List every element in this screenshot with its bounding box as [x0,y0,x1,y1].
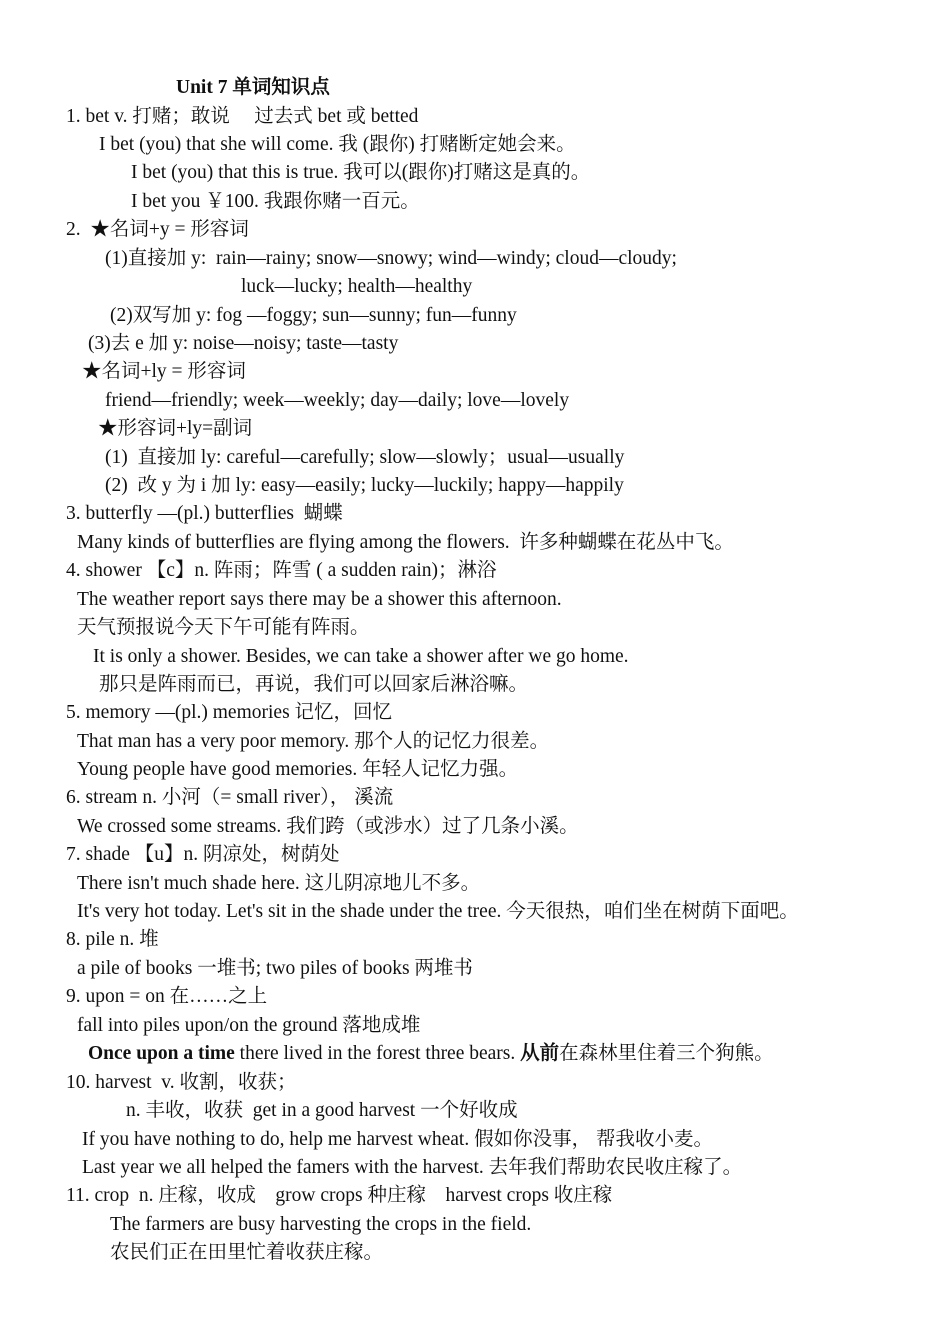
item-11-heading: 11. crop n. 庄稼，收成 grow crops 种庄稼 harvest crops 收庄稼 [66,1185,613,1206]
translation-line: 农民们正在田里忙着收获庄稼。 [110,1242,384,1263]
page-title: Unit 7 单词知识点 [176,77,330,98]
phrase-bold: Once upon a time [88,1043,235,1064]
rule-line: luck—lucky; health—healthy [241,276,473,297]
rule-line: (1)直接加 y: rain—rainy; snow—snowy; wind—windy; cloud—cloudy; [105,248,677,269]
item-1-heading: 1. bet v. 打赌；敢说 过去式 bet 或 betted [66,106,419,127]
example-line: I bet (you) that this is true. 我可以(跟你)打赌这是真的。 [131,162,591,183]
example-line: There isn't much shade here. 这儿阴凉地儿不多。 [77,873,481,894]
example-line: It is only a shower. Besides, we can take a shower after we go home. [93,646,629,667]
definition-line: n. 丰收，收获 get in a good harvest 一个好收成 [126,1100,518,1121]
rule-line: (1) 直接加 ly: careful—carefully; slow—slowly；usual—usually [105,447,625,468]
example-line: It's very hot today. Let's sit in the shade under the tree. 今天很热，咱们坐在树荫下面吧。 [77,901,799,922]
example-line: The farmers are busy harvesting the crops in the field. [110,1214,532,1235]
example-line: a pile of books 一堆书; two piles of books 两堆书 [77,958,473,979]
item-3-heading: 3. butterfly —(pl.) butterflies 蝴蝶 [66,503,343,524]
rule-line: (3)去 e 加 y: noise—noisy; taste—tasty [88,333,399,354]
rule-line: friend—friendly; week—weekly; day—daily; love—lovely [105,390,570,411]
rule-heading: ★形容词+ly=副词 [98,418,253,439]
phrase-text: there lived in the forest three bears. [234,1043,521,1064]
example-line: Last year we all helped the famers with the harvest. 去年我们帮助农民收庄稼了。 [82,1157,743,1178]
phrase-bold-cn: 从前 [520,1043,560,1064]
example-line: Young people have good memories. 年轻人记忆力强。 [77,759,519,780]
item-7-heading: 7. shade 【u】n. 阴凉处，树荫处 [66,844,340,865]
phrase-text-cn: 在森林里住着三个狗熊。 [559,1043,774,1064]
example-line: That man has a very poor memory. 那个人的记忆力很差。 [77,731,550,752]
item-8-heading: 8. pile n. 堆 [66,929,159,950]
rule-line: (2) 改 y 为 i 加 ly: easy—easily; lucky—luckily; happy—happily [105,475,624,496]
example-line: Many kinds of butterflies are flying among the flowers. 许多种蝴蝶在花丛中飞。 [77,532,734,553]
example-line: We crossed some streams. 我们跨（或涉水）过了几条小溪。 [77,816,579,837]
rule-line: (2)双写加 y: fog —foggy; sun—sunny; fun—funny [110,305,517,326]
translation-line: 天气预报说今天下午可能有阵雨。 [77,617,370,638]
example-line-once-upon [88,1040,774,1068]
item-2-heading: 2. ★名词+y = 形容词 [66,219,249,240]
translation-line: 那只是阵雨而已，再说，我们可以回家后淋浴嘛。 [99,674,529,695]
example-line: If you have nothing to do, help me harvest wheat. 假如你没事， 帮我收小麦。 [82,1129,713,1150]
item-6-heading: 6. stream n. 小河（= small river）， 溪流 [66,787,394,808]
example-line: The weather report says there may be a shower this afternoon. [77,589,562,610]
rule-heading: ★名词+ly = 形容词 [82,361,246,382]
example-line: I bet (you) that she will come. 我 (跟你) 打赌断定她会来。 [99,134,576,155]
example-line: I bet you ￥100. 我跟你赌一百元。 [131,191,420,212]
item-10-heading: 10. harvest v. 收割，收获； [66,1072,297,1093]
item-4-heading: 4. shower 【c】n. 阵雨；阵雪 ( a sudden rain)；淋浴 [66,560,497,581]
item-9-heading: 9. upon = on 在……之上 [66,986,268,1007]
item-5-heading: 5. memory —(pl.) memories 记忆，回忆 [66,702,393,723]
example-line: fall into piles upon/on the ground 落地成堆 [77,1015,421,1036]
